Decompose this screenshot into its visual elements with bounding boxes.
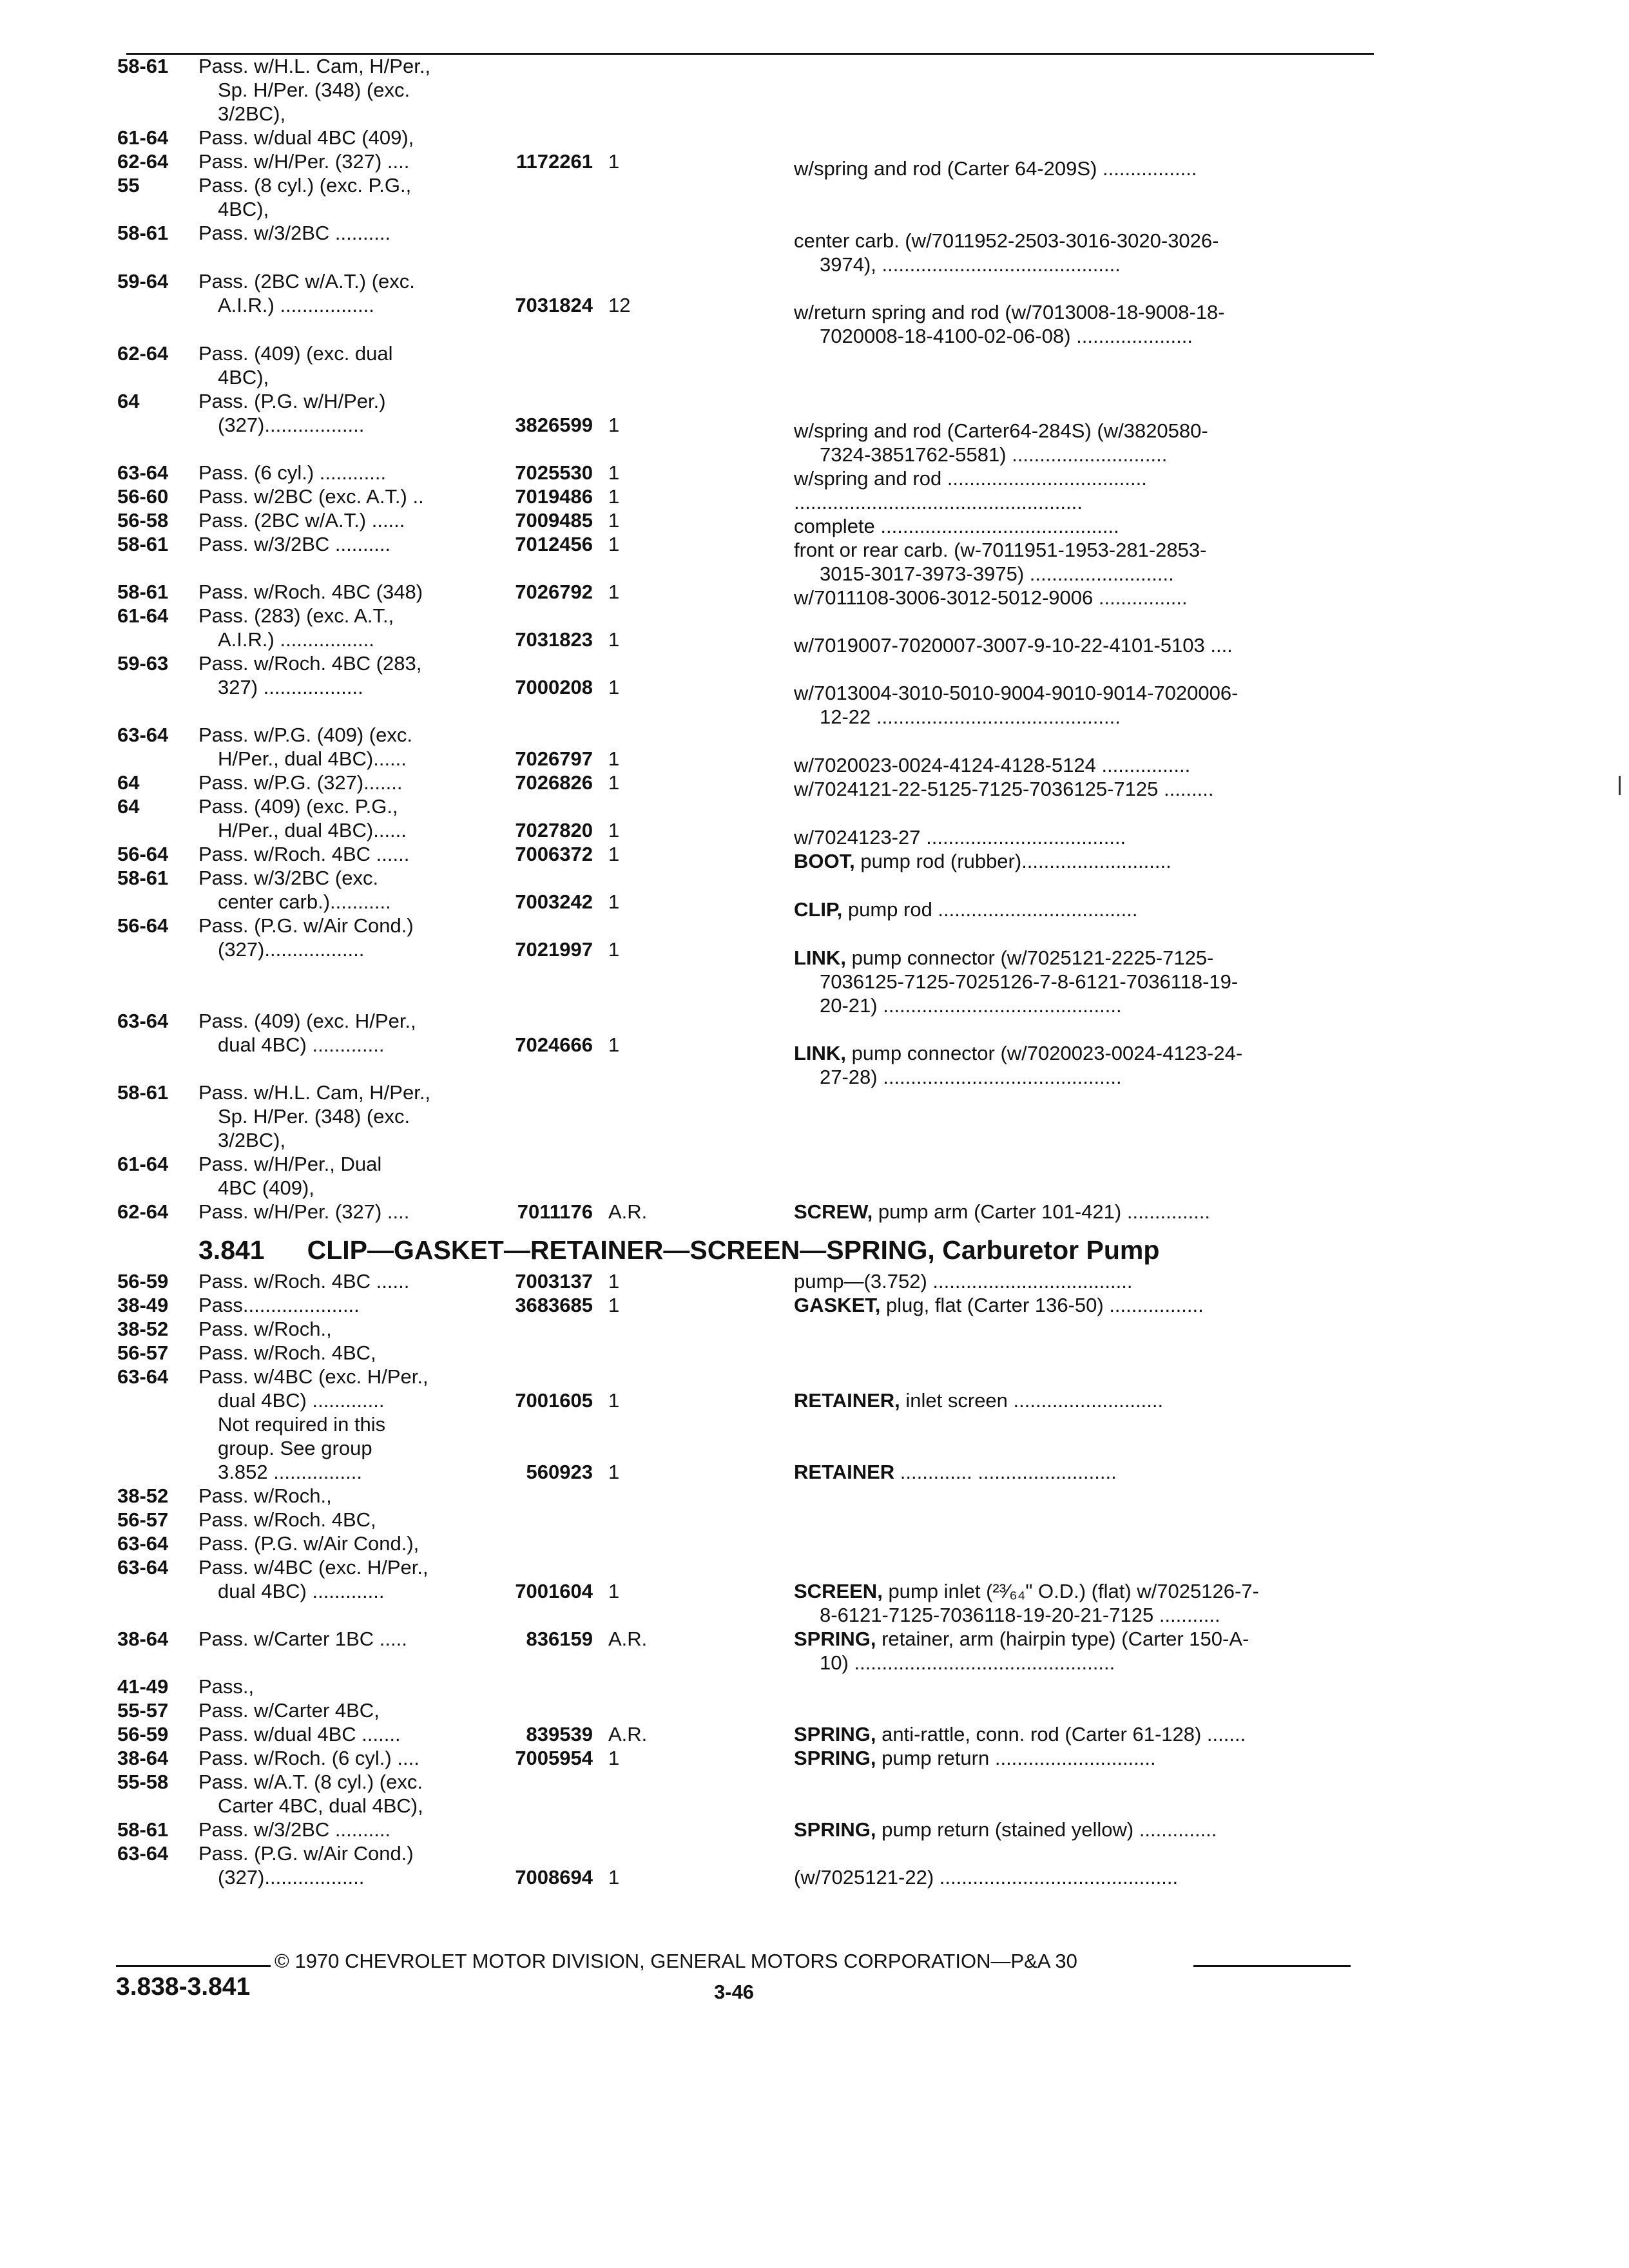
part-description: 7020008-18-4100-02-06-08) ..................... xyxy=(820,325,1193,347)
part-description: w/7024121-22-5125-7125-7036125-7125 ......... xyxy=(794,778,1214,800)
part-description: anti-rattle, conn. rod (Carter 61-128) ....... xyxy=(882,1723,1246,1745)
footer-rule-right xyxy=(1193,1965,1351,1967)
part-description: pump arm (Carter 101-421) ............... xyxy=(878,1200,1211,1223)
year-range: 61-64 xyxy=(117,604,169,627)
quantity: A.R. xyxy=(608,1200,648,1223)
application: 3/2BC), xyxy=(218,102,286,125)
year-range: 56-59 xyxy=(117,1723,169,1745)
application: Pass. (P.G. w/H/Per.) xyxy=(198,390,386,412)
part-number: 560923 xyxy=(526,1461,593,1483)
part-number: 7024666 xyxy=(515,1033,593,1056)
quantity: 1 xyxy=(608,771,620,794)
application: Pass. (6 cyl.) ............ xyxy=(198,461,387,484)
application: Pass. w/dual 4BC (409), xyxy=(198,126,414,149)
quantity: 1 xyxy=(608,581,620,603)
application: Pass. w/3/2BC (exc. xyxy=(198,867,379,889)
quantity: 1 xyxy=(608,509,620,532)
year-range: 63-64 xyxy=(117,1365,169,1388)
description-line xyxy=(794,1269,1132,1293)
quantity: 1 xyxy=(608,938,620,961)
description-line xyxy=(794,849,1171,873)
part-description: pump connector (w/7025121-2225-7125- xyxy=(851,947,1214,969)
description-line xyxy=(794,633,1233,657)
description-line xyxy=(794,681,1238,705)
part-keyword: SPRING, xyxy=(794,1818,876,1841)
part-description: 10) ............................................... xyxy=(820,1651,1115,1674)
application: 327) .................. xyxy=(218,676,363,698)
year-range: 64 xyxy=(117,390,140,412)
part-keyword: SCREEN, xyxy=(794,1580,883,1602)
description-line xyxy=(820,705,1121,729)
application: Pass. w/3/2BC .......... xyxy=(198,533,391,555)
description-line xyxy=(794,1627,1249,1651)
part-number: 7005954 xyxy=(515,1747,593,1769)
year-range: 62-64 xyxy=(117,342,169,365)
year-range: 56-57 xyxy=(117,1508,169,1531)
application: 4BC), xyxy=(218,366,269,389)
description-line xyxy=(820,324,1193,348)
quantity: 1 xyxy=(608,843,620,865)
quantity: 1 xyxy=(608,1294,620,1316)
year-range: 63-64 xyxy=(117,724,169,746)
application: (327).................. xyxy=(218,414,365,436)
description-line xyxy=(794,1818,1217,1841)
section-number: 3.841 xyxy=(198,1235,265,1265)
description-line xyxy=(794,946,1213,970)
description-line xyxy=(820,443,1167,466)
part-description: pump connector (w/7020023-0024-4123-24- xyxy=(851,1042,1243,1064)
footer-rule-left xyxy=(116,1965,271,1967)
description-line xyxy=(794,1041,1242,1065)
description-line xyxy=(820,994,1122,1017)
application: Pass. w/H/Per. (327) .... xyxy=(198,150,410,173)
application: Pass. w/Roch., xyxy=(198,1485,332,1507)
year-range: 55 xyxy=(117,174,140,197)
part-keyword: CLIP, xyxy=(794,898,843,921)
part-number: 7027820 xyxy=(515,819,593,841)
application: Pass. (409) (exc. H/Per., xyxy=(198,1010,416,1032)
part-description: .................................................... xyxy=(794,491,1083,514)
year-range: 63-64 xyxy=(117,1556,169,1579)
year-range: 38-64 xyxy=(117,1747,169,1769)
application: Pass. w/Roch. 4BC, xyxy=(198,1508,376,1531)
application: Pass. w/H.L. Cam, H/Per., xyxy=(198,55,431,77)
year-range: 58-61 xyxy=(117,867,169,889)
part-description: pump rod (rubber)........................... xyxy=(860,850,1171,872)
application: Pass. w/4BC (exc. H/Per., xyxy=(198,1365,429,1388)
application: (327).................. xyxy=(218,1866,365,1888)
quantity: 1 xyxy=(608,1270,620,1293)
part-keyword: SCREW, xyxy=(794,1200,873,1223)
part-description: w/7024123-27 .................................... xyxy=(794,826,1126,849)
part-description: 8-6121-7125-7036118-19-20-21-7125 ........... xyxy=(820,1604,1220,1626)
application: Pass. w/H.L. Cam, H/Per., xyxy=(198,1081,431,1104)
year-range: 58-61 xyxy=(117,222,169,244)
application: dual 4BC) ............. xyxy=(218,1033,385,1056)
part-description: w/spring and rod (Carter64-284S) (w/3820580- xyxy=(794,419,1208,442)
application: H/Per., dual 4BC)...... xyxy=(218,747,407,770)
part-number: 7026826 xyxy=(515,771,593,794)
part-description: w/return spring and rod (w/7013008-18-9008-18- xyxy=(794,301,1225,323)
section-heading xyxy=(198,1235,1159,1265)
application: (327).................. xyxy=(218,938,365,961)
part-description: 12-22 ............................................ xyxy=(820,706,1121,728)
description-line xyxy=(794,1200,1210,1224)
part-description: w/7020023-0024-4124-4128-5124 ................ xyxy=(794,754,1191,776)
year-range: 55-58 xyxy=(117,1771,169,1793)
year-range: 56-59 xyxy=(117,1270,169,1293)
part-keyword: SPRING, xyxy=(794,1628,876,1650)
application: 4BC (409), xyxy=(218,1177,314,1199)
application: 4BC), xyxy=(218,198,269,220)
part-number: 836159 xyxy=(526,1628,593,1650)
application: 3/2BC), xyxy=(218,1129,286,1151)
part-number: 7003242 xyxy=(515,890,593,913)
application: Pass. (409) (exc. P.G., xyxy=(198,795,398,818)
part-description: 3015-3017-3973-3975) .......................... xyxy=(820,562,1174,585)
description-line xyxy=(794,898,1138,921)
description-line xyxy=(794,419,1208,443)
year-range: 63-64 xyxy=(117,1010,169,1032)
part-description: front or rear carb. (w-7011951-1953-281-2853- xyxy=(794,539,1207,561)
year-range: 58-61 xyxy=(117,581,169,603)
part-keyword: RETAINER xyxy=(794,1461,895,1483)
description-line xyxy=(794,777,1213,801)
part-description: (w/7025121-22) ........................................... xyxy=(794,1866,1179,1888)
description-line xyxy=(820,1651,1115,1675)
part-number: 839539 xyxy=(526,1723,593,1745)
part-description: pump return ............................. xyxy=(882,1747,1156,1769)
application: Sp. H/Per. (348) (exc. xyxy=(218,79,410,101)
year-range: 38-52 xyxy=(117,1485,169,1507)
application: Pass..................... xyxy=(198,1294,360,1316)
quantity: 1 xyxy=(608,1580,620,1602)
part-description: 3974), ........................................... xyxy=(820,253,1121,276)
part-description: w/spring and rod (Carter 64-209S) ................. xyxy=(794,157,1197,180)
year-range: 38-49 xyxy=(117,1294,169,1316)
year-range: 58-61 xyxy=(117,1081,169,1104)
description-line xyxy=(794,1865,1178,1889)
quantity: 1 xyxy=(608,461,620,484)
part-keyword: GASKET, xyxy=(794,1294,881,1316)
year-range: 58-61 xyxy=(117,533,169,555)
description-line xyxy=(794,538,1206,562)
application: Pass. w/Roch. (6 cyl.) .... xyxy=(198,1747,419,1769)
part-number: 7001604 xyxy=(515,1580,593,1602)
year-range: 59-63 xyxy=(117,652,169,675)
description-line xyxy=(794,490,1083,514)
application: Pass. w/Carter 4BC, xyxy=(198,1699,380,1722)
part-keyword: BOOT, xyxy=(794,850,855,872)
application: Pass. (409) (exc. dual xyxy=(198,342,393,365)
quantity: 1 xyxy=(608,1033,620,1056)
application: Not required in this xyxy=(218,1413,386,1436)
year-range: 58-61 xyxy=(117,55,169,77)
part-number: 7026792 xyxy=(515,581,593,603)
description-line xyxy=(794,753,1190,777)
description-line xyxy=(820,562,1174,586)
application: Pass. w/H/Per. (327) .... xyxy=(198,1200,410,1223)
quantity: A.R. xyxy=(608,1628,648,1650)
description-line xyxy=(794,1746,1156,1770)
part-description: pump—(3.752) .................................... xyxy=(794,1270,1133,1293)
quantity: 1 xyxy=(608,628,620,651)
year-range: 62-64 xyxy=(117,150,169,173)
description-line xyxy=(794,1722,1246,1746)
application: Pass. w/Roch., xyxy=(198,1318,332,1340)
part-number: 7012456 xyxy=(515,533,593,555)
part-description: 7036125-7125-7025126-7-8-6121-7036118-19- xyxy=(820,970,1239,993)
description-line xyxy=(794,1460,1117,1484)
application: Pass., xyxy=(198,1675,255,1698)
quantity: 1 xyxy=(608,150,620,173)
part-number: 7000208 xyxy=(515,676,593,698)
application: Sp. H/Per. (348) (exc. xyxy=(218,1105,410,1128)
application: Pass. w/Roch. 4BC (283, xyxy=(198,652,422,675)
quantity: 1 xyxy=(608,676,620,698)
application: center carb.)........... xyxy=(218,890,391,913)
application: dual 4BC) ............. xyxy=(218,1389,385,1412)
description-line xyxy=(820,970,1238,994)
year-range: 56-64 xyxy=(117,843,169,865)
description-line xyxy=(794,514,1119,538)
year-range: 56-60 xyxy=(117,485,169,508)
part-keyword: SPRING, xyxy=(794,1723,876,1745)
application: 3.852 ................ xyxy=(218,1461,362,1483)
quantity: 1 xyxy=(608,1747,620,1769)
application: group. See group xyxy=(218,1437,372,1459)
application: Pass. w/3/2BC .......... xyxy=(198,222,391,244)
description-line xyxy=(794,157,1197,180)
application: Pass. (P.G. w/Air Cond.) xyxy=(198,914,414,937)
quantity: 1 xyxy=(608,747,620,770)
description-line xyxy=(794,300,1225,324)
part-number: 1172261 xyxy=(516,150,593,173)
year-range: 61-64 xyxy=(117,126,169,149)
part-number: 3683685 xyxy=(515,1294,593,1316)
page-number: 3-46 xyxy=(714,1981,755,2003)
description-line xyxy=(794,1389,1163,1412)
application: Pass. w/Roch. 4BC ...... xyxy=(198,1270,410,1293)
quantity: 12 xyxy=(608,294,631,316)
margin-mark xyxy=(1619,776,1621,795)
description-line xyxy=(794,466,1147,490)
quantity: 1 xyxy=(608,1389,620,1412)
description-line xyxy=(794,1579,1259,1603)
application: Pass. w/3/2BC .......... xyxy=(198,1818,391,1841)
application: Pass. (8 cyl.) (exc. P.G., xyxy=(198,174,412,197)
section-title: CLIP—GASKET—RETAINER—SCREEN—SPRING, Carburetor Pump xyxy=(307,1235,1160,1265)
part-number: 7019486 xyxy=(515,485,593,508)
part-number: 7011176 xyxy=(517,1200,593,1223)
part-description: pump return (stained yellow) .............. xyxy=(882,1818,1217,1841)
year-range: 41-49 xyxy=(117,1675,169,1698)
description-line xyxy=(794,229,1219,253)
part-description: inlet screen ........................... xyxy=(905,1389,1164,1412)
quantity: A.R. xyxy=(608,1723,648,1745)
part-keyword: RETAINER, xyxy=(794,1389,900,1412)
application: Pass. w/Roch. 4BC, xyxy=(198,1341,376,1364)
application: Pass. w/P.G. (327)....... xyxy=(198,771,403,794)
application: A.I.R.) ................. xyxy=(218,628,374,651)
year-range: 63-64 xyxy=(117,1532,169,1555)
part-description: complete ........................................... xyxy=(794,515,1119,537)
year-range: 56-64 xyxy=(117,914,169,937)
year-range: 61-64 xyxy=(117,1153,169,1175)
year-range: 64 xyxy=(117,771,140,794)
application: Carter 4BC, dual 4BC), xyxy=(218,1794,423,1817)
year-range: 64 xyxy=(117,795,140,818)
description-line xyxy=(820,253,1121,276)
part-description: center carb. (w/7011952-2503-3016-3020-3026- xyxy=(794,229,1219,252)
part-number: 7031823 xyxy=(515,628,593,651)
part-description: retainer, arm (hairpin type) (Carter 150-A- xyxy=(882,1628,1249,1650)
year-range: 58-61 xyxy=(117,1818,169,1841)
application: Pass. w/A.T. (8 cyl.) (exc. xyxy=(198,1771,423,1793)
description-line xyxy=(794,586,1188,610)
part-description: ............. ......................... xyxy=(900,1461,1117,1483)
part-number: 7003137 xyxy=(515,1270,593,1293)
quantity: 1 xyxy=(608,890,620,913)
application: Pass. (2BC w/A.T.) (exc. xyxy=(198,270,415,293)
year-range: 56-57 xyxy=(117,1341,169,1364)
application: Pass. w/Carter 1BC ..... xyxy=(198,1628,407,1650)
quantity: 1 xyxy=(608,819,620,841)
part-description: w/spring and rod .................................... xyxy=(794,467,1147,490)
year-range: 63-64 xyxy=(117,1842,169,1865)
part-keyword: LINK, xyxy=(794,1042,846,1064)
description-line xyxy=(794,825,1126,849)
year-range: 38-64 xyxy=(117,1628,169,1650)
quantity: 1 xyxy=(608,1461,620,1483)
part-description: 20-21) ........................................... xyxy=(820,994,1122,1017)
year-range: 55-57 xyxy=(117,1699,169,1722)
part-description: 27-28) ........................................... xyxy=(820,1066,1122,1088)
application: Pass. (P.G. w/Air Cond.) xyxy=(198,1842,414,1865)
part-description: w/7011108-3006-3012-5012-9006 ................ xyxy=(794,586,1188,609)
quantity: 1 xyxy=(608,1866,620,1888)
application: A.I.R.) ................. xyxy=(218,294,374,316)
application: Pass. w/Roch. 4BC (348) xyxy=(198,581,423,603)
application: Pass. w/4BC (exc. H/Per., xyxy=(198,1556,429,1579)
year-range: 56-58 xyxy=(117,509,169,532)
part-number: 7009485 xyxy=(515,509,593,532)
year-range: 62-64 xyxy=(117,1200,169,1223)
application: Pass. (2BC w/A.T.) ...... xyxy=(198,509,405,532)
quantity: 1 xyxy=(608,485,620,508)
year-range: 59-64 xyxy=(117,270,169,293)
application: Pass. w/P.G. (409) (exc. xyxy=(198,724,412,746)
part-description: w/7019007-7020007-3007-9-10-22-4101-5103 .... xyxy=(794,634,1233,657)
year-range: 63-64 xyxy=(117,461,169,484)
description-line xyxy=(794,1293,1204,1317)
part-number: 7021997 xyxy=(515,938,593,961)
footer-copyright: © 1970 CHEVROLET MOTOR DIVISION, GENERAL MOTORS CORPORATION—P&A 30 xyxy=(275,1950,1077,1972)
application: Pass. (P.G. w/Air Cond.), xyxy=(198,1532,419,1555)
application: Pass. (283) (exc. A.T., xyxy=(198,604,394,627)
quantity: 1 xyxy=(608,414,620,436)
part-number: 7026797 xyxy=(515,747,593,770)
part-description: w/7013004-3010-5010-9004-9010-9014-7020006- xyxy=(794,682,1239,704)
quantity: 1 xyxy=(608,533,620,555)
part-number: 3826599 xyxy=(515,414,593,436)
part-description: pump rod .................................... xyxy=(847,898,1138,921)
part-keyword: LINK, xyxy=(794,947,846,969)
part-number: 7031824 xyxy=(515,294,593,316)
page-identifier: 3.838-3.841 xyxy=(116,1973,251,2001)
application: H/Per., dual 4BC)...... xyxy=(218,819,407,841)
description-line xyxy=(820,1603,1220,1627)
application: Pass. w/dual 4BC ....... xyxy=(198,1723,401,1745)
part-number: 7008694 xyxy=(515,1866,593,1888)
part-number: 7025530 xyxy=(515,461,593,484)
part-description: pump inlet (²³⁄₆₄" O.D.) (flat) w/7025126-7- xyxy=(888,1580,1259,1602)
part-number: 7001605 xyxy=(515,1389,593,1412)
part-keyword: SPRING, xyxy=(794,1747,876,1769)
application: Pass. w/H/Per., Dual xyxy=(198,1153,382,1175)
application: dual 4BC) ............. xyxy=(218,1580,385,1602)
part-description: plug, flat (Carter 136-50) ................. xyxy=(885,1294,1204,1316)
description-line xyxy=(820,1065,1122,1089)
application: Pass. w/Roch. 4BC ...... xyxy=(198,843,410,865)
year-range: 38-52 xyxy=(117,1318,169,1340)
part-number: 7006372 xyxy=(515,843,593,865)
part-description: 7324-3851762-5581) ............................ xyxy=(820,443,1168,466)
application: Pass. w/2BC (exc. A.T.) .. xyxy=(198,485,424,508)
